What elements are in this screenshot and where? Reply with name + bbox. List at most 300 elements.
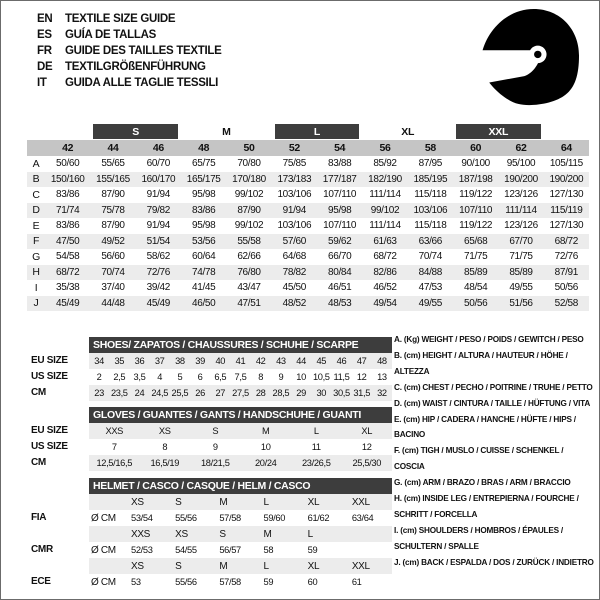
shoes-value: 24,5 xyxy=(151,388,169,398)
shoes-value: 30,5 xyxy=(333,388,350,398)
measurement-value: 75/78 xyxy=(101,204,125,216)
measurement-value: 49/55 xyxy=(418,297,442,309)
language-row xyxy=(37,11,222,27)
helmet-value: 59/60 xyxy=(263,513,286,523)
measurement-value: 70/74 xyxy=(418,251,442,263)
measurement-value: 119/122 xyxy=(459,189,493,201)
helmet-values-fia xyxy=(89,510,392,526)
measurement-value: 48/54 xyxy=(464,282,488,294)
shoes-title: SHOES/ ZAPATOS / CHAUSSURES / SCHUHE / SCARPE xyxy=(89,337,392,353)
gloves-value: XS xyxy=(158,426,171,436)
measurement-value: 87/95 xyxy=(418,158,442,170)
measurement-value: 123/126 xyxy=(504,189,538,201)
gloves-value: L xyxy=(313,426,319,436)
measurement-value: 103/106 xyxy=(277,220,312,232)
shoes-value: 26 xyxy=(195,388,205,398)
measurement-value: 107/110 xyxy=(323,220,357,232)
measurement-value: 37/40 xyxy=(101,282,125,294)
helmet-size-label: M xyxy=(219,560,228,572)
helmet-size-label: XXL xyxy=(351,496,370,508)
size-group-label-s: S xyxy=(93,124,178,139)
gloves-value: 18/21,5 xyxy=(200,458,230,468)
gloves-row-label: CM xyxy=(31,457,46,468)
gloves-value: M xyxy=(262,426,270,436)
gloves-row-cm xyxy=(89,455,392,471)
gloves-value: 8 xyxy=(162,442,168,452)
measurement-value: 99/102 xyxy=(234,220,264,232)
measurement-value: 46/51 xyxy=(328,282,352,294)
gloves-value: S xyxy=(212,426,219,436)
measurement-value: 76/80 xyxy=(237,266,261,278)
helmet-values-ece xyxy=(89,574,392,590)
shoes-value: 32 xyxy=(377,388,387,398)
helmet-size-label: XS xyxy=(131,496,144,508)
measurement-value: 74/78 xyxy=(192,266,216,278)
helmet-value: 61/62 xyxy=(307,513,330,523)
measurement-value: 91/94 xyxy=(146,189,170,201)
language-code: ES xyxy=(37,29,52,41)
shoes-value: 6 xyxy=(197,372,203,382)
size-group-label-m: M xyxy=(222,125,231,138)
helmet-size-header-fia xyxy=(89,494,392,510)
legend-item: F. (cm) TIGH / MUSLO / CUISSE / SCHENKEL / COSCIA xyxy=(394,446,564,472)
measurement-value: 83/86 xyxy=(192,204,216,216)
size-value: 54 xyxy=(334,142,346,154)
legend-item: C. (cm) CHEST / PECHO / POITRINE / TRUHE / PETTO xyxy=(394,382,593,392)
measurement-value: 182/190 xyxy=(368,173,402,185)
language-title-block xyxy=(37,11,222,91)
size-value: 50 xyxy=(243,142,255,154)
diameter-unit-label: Ø CM xyxy=(91,576,116,588)
measurement-value: 47/51 xyxy=(237,297,261,309)
helmet-size-label: L xyxy=(263,496,269,508)
gloves-grid xyxy=(89,407,392,471)
shoes-value: 44 xyxy=(296,356,306,366)
gloves-value: XL xyxy=(361,426,373,436)
shoes-value: 30 xyxy=(316,388,327,398)
language-code: IT xyxy=(37,77,47,89)
shoes-row-label: US SIZE xyxy=(31,371,68,382)
helmet-value: 57/58 xyxy=(219,577,241,587)
measurement-value: 70/74 xyxy=(101,266,125,278)
shoes-value: 39 xyxy=(195,356,205,366)
measurement-value: 47/50 xyxy=(56,235,80,247)
helmet-values-cmr xyxy=(89,542,392,558)
measurement-value: 51/54 xyxy=(146,235,170,247)
helmet-grid xyxy=(89,478,392,590)
measurement-value: 71/75 xyxy=(509,251,533,263)
measurement-value: 48/53 xyxy=(328,297,352,309)
measurement-value: 80/84 xyxy=(328,266,352,278)
helmet-value: 58 xyxy=(263,545,274,555)
measurement-value: 39/42 xyxy=(146,282,170,294)
measurement-row-b xyxy=(27,172,589,188)
gloves-value: 12 xyxy=(361,442,372,452)
measurement-value: 53/56 xyxy=(192,235,216,247)
gloves-row-us-size xyxy=(89,439,392,455)
measurement-value: 68/72 xyxy=(56,266,80,278)
gloves-value: 11 xyxy=(311,442,321,452)
shoes-row-eu-size xyxy=(89,353,392,369)
measurement-value: 95/98 xyxy=(192,220,216,232)
measurement-value: 57/60 xyxy=(282,235,306,247)
measurement-value: 35/38 xyxy=(56,282,80,294)
measurement-value: 62/66 xyxy=(237,251,261,263)
measurement-value: 43/47 xyxy=(237,282,261,294)
size-group-label-xl: XL xyxy=(401,125,415,138)
language-row xyxy=(37,43,222,59)
gloves-row-eu-size xyxy=(89,423,392,439)
measurement-value: 95/98 xyxy=(328,204,352,216)
shoes-value: 46 xyxy=(336,356,347,366)
measurement-value: 103/106 xyxy=(413,204,448,216)
measurement-value: 60/70 xyxy=(146,158,170,170)
shoes-value: 10 xyxy=(296,372,306,382)
measurement-value: 115/118 xyxy=(414,189,447,201)
measurement-value: 87/90 xyxy=(101,220,125,232)
measurement-value: 170/180 xyxy=(232,173,266,185)
row-key: B xyxy=(32,173,40,186)
gloves-row-label: EU SIZE xyxy=(31,425,68,436)
helmet-size-header-ece xyxy=(89,558,392,574)
measurement-value: 173/183 xyxy=(277,173,312,185)
measurement-row-i xyxy=(27,280,589,296)
shoes-value: 23,5 xyxy=(110,388,128,398)
measurement-value: 150/160 xyxy=(50,173,85,185)
guide-title: GUÍA DE TALLAS xyxy=(65,29,156,41)
gloves-value: 20/24 xyxy=(254,458,277,468)
helmet-size-label: XS xyxy=(175,528,188,540)
measurement-value: 71/75 xyxy=(464,251,488,263)
shoes-value: 40 xyxy=(215,356,226,366)
shoes-value: 2 xyxy=(96,372,102,382)
shoes-row-label: CM xyxy=(31,387,46,398)
legend-item: H. (cm) INSIDE LEG / ENTREPIERNA / FOURCHE / SCHRITT / FORCELLA xyxy=(394,494,579,519)
size-value: 48 xyxy=(198,142,210,154)
language-code: FR xyxy=(37,45,52,57)
measurement-value: 115/118 xyxy=(414,220,447,232)
shoes-value: 13 xyxy=(377,372,387,382)
legend-item: D. (cm) WAIST / CINTURA / TAILLE / HÜFTUNG / VITA xyxy=(394,398,591,408)
measurement-value: 111/114 xyxy=(505,204,537,216)
shoes-grid xyxy=(89,337,392,401)
helmet-standard-label: ECE xyxy=(31,576,51,587)
helmet-value: 54/55 xyxy=(175,545,197,555)
shoes-value: 47 xyxy=(356,356,367,366)
row-key: A xyxy=(32,157,40,170)
measurement-value: 65/75 xyxy=(192,158,216,170)
shoes-value: 7,5 xyxy=(234,372,247,382)
measurement-value: 56/60 xyxy=(101,251,125,263)
helmet-title: HELMET / CASCO / CASQUE / HELM / CASCO xyxy=(89,478,392,494)
shoes-value: 28,5 xyxy=(272,388,290,398)
language-code: EN xyxy=(37,13,53,25)
measurement-row-h xyxy=(27,265,589,281)
size-value: 46 xyxy=(152,142,164,154)
measurement-row-f xyxy=(27,234,589,250)
row-key: F xyxy=(32,235,40,248)
shoes-value: 10,5 xyxy=(312,372,330,382)
measurement-value: 51/56 xyxy=(509,297,533,309)
measurement-value: 63/66 xyxy=(418,235,442,247)
shoes-value: 2,5 xyxy=(113,372,126,382)
measurement-value: 95/98 xyxy=(192,189,216,201)
measurement-value: 99/102 xyxy=(370,204,400,216)
measurement-value: 41/45 xyxy=(192,282,216,294)
measurement-value: 127/130 xyxy=(549,189,584,201)
measurement-value: 55/58 xyxy=(237,235,261,247)
helmet-value: 59 xyxy=(263,577,274,587)
helmet-value: 53/54 xyxy=(131,513,153,523)
measurement-value: 111/114 xyxy=(369,220,401,232)
measurement-row-j xyxy=(27,296,589,312)
gloves-value: 7 xyxy=(111,442,117,452)
helmet-value: 53 xyxy=(131,577,141,587)
measurement-row-c xyxy=(27,187,589,203)
gloves-row-label: US SIZE xyxy=(31,441,68,452)
measurement-value: 185/195 xyxy=(413,173,448,185)
shoes-value: 34 xyxy=(94,356,104,366)
measurement-row-d xyxy=(27,203,589,219)
row-key: G xyxy=(32,250,40,263)
measurement-value: 47/53 xyxy=(418,282,442,294)
measurement-value: 111/114 xyxy=(369,189,401,201)
shoes-value: 3,5 xyxy=(133,372,146,382)
row-key: J xyxy=(33,297,39,310)
helmet-value: 52/53 xyxy=(131,545,153,555)
measurement-value: 83/86 xyxy=(56,189,80,201)
language-row xyxy=(37,27,222,43)
shoes-value: 28 xyxy=(255,388,266,398)
shoes-value: 29 xyxy=(296,388,306,398)
measurement-value: 50/56 xyxy=(554,282,578,294)
measurement-row-g xyxy=(27,249,589,265)
measurement-value: 49/52 xyxy=(101,235,125,247)
shoes-value: 31,5 xyxy=(353,388,371,398)
legend-item: J. (cm) BACK / ESPALDA / DOS / ZURÜCK / INDIETRO xyxy=(394,557,594,567)
helmet-size-label: XL xyxy=(307,560,320,572)
gloves-value: XXS xyxy=(105,426,124,436)
row-key: I xyxy=(34,281,38,294)
helmet-size-label: XL xyxy=(307,496,320,508)
measurement-legend xyxy=(394,332,594,571)
helmet-size-label: L xyxy=(263,560,269,572)
helmet-size-label: XXL xyxy=(351,560,370,572)
measurement-value: 84/88 xyxy=(418,266,442,278)
measurement-value: 187/198 xyxy=(458,173,493,185)
shoes-value: 48 xyxy=(377,356,387,366)
helmet-standard-label: FIA xyxy=(31,512,47,523)
shoes-value: 6,5 xyxy=(214,372,227,382)
measurement-value: 67/70 xyxy=(509,235,533,247)
measurement-value: 48/52 xyxy=(282,297,306,309)
legend-item: E. (cm) HIP / CADERA / HANCHE / HÜFTE / HIPS / BACINO xyxy=(394,414,576,440)
measurement-value: 99/102 xyxy=(234,189,264,201)
measurement-value: 55/65 xyxy=(101,158,125,170)
measurement-value: 49/54 xyxy=(373,297,397,309)
measurement-value: 85/89 xyxy=(464,266,488,278)
language-code: DE xyxy=(37,61,53,73)
shoes-value: 45 xyxy=(316,356,327,366)
row-key: H xyxy=(32,266,40,279)
shoes-value: 4 xyxy=(157,372,163,382)
measurement-value: 91/94 xyxy=(146,220,170,232)
size-value: 58 xyxy=(424,142,436,154)
size-value: 56 xyxy=(379,142,391,154)
helmet-standard-label: CMR xyxy=(31,544,53,555)
shoes-value: 37 xyxy=(154,356,165,366)
guide-title: GUIDA ALLE TAGLIE TESSILI xyxy=(65,77,219,89)
measurement-value: 119/122 xyxy=(459,220,493,232)
measurement-value: 64/68 xyxy=(282,251,306,263)
shoes-value: 35 xyxy=(114,356,125,366)
measurement-value: 68/72 xyxy=(554,235,578,247)
row-key: C xyxy=(32,188,40,201)
measurement-value: 52/58 xyxy=(554,297,578,309)
guide-title: GUIDE DES TAILLES TEXTILE xyxy=(65,45,222,57)
helmet-size-label: S xyxy=(175,560,182,572)
size-value: 42 xyxy=(62,142,74,154)
measurement-value: 90/100 xyxy=(461,158,490,170)
gloves-title: GLOVES / GUANTES / GANTS / HANDSCHUHE / GUANTI xyxy=(89,407,392,423)
helmet-size-header-cmr xyxy=(89,526,392,542)
helmet-value: 61 xyxy=(351,577,362,587)
measurement-value: 79/82 xyxy=(146,204,170,216)
guide-title: TEXTILE SIZE GUIDE xyxy=(65,13,176,25)
shoes-value: 43 xyxy=(276,356,286,366)
measurement-value: 107/110 xyxy=(323,189,357,201)
measurement-value: 49/55 xyxy=(509,282,533,294)
measurement-value: 68/72 xyxy=(373,251,397,263)
gloves-value: 16,5/19 xyxy=(150,458,180,468)
measurement-value: 45/50 xyxy=(282,282,306,294)
measurement-row-a xyxy=(27,156,589,172)
shoes-row-us-size xyxy=(89,369,392,385)
measurement-value: 44/48 xyxy=(101,297,125,309)
size-group-label-xxl: XXL xyxy=(456,124,541,139)
legend-item: B. (cm) HEIGHT / ALTURA / HAUTEUR / HÖHE / ALTEZZA xyxy=(394,350,568,376)
measurement-value: 59/62 xyxy=(328,235,352,247)
numeric-size-row xyxy=(27,140,589,156)
size-group-header-row xyxy=(27,123,589,140)
diameter-unit-label: Ø CM xyxy=(91,512,116,524)
measurement-value: 60/64 xyxy=(192,251,216,263)
measurement-value: 95/100 xyxy=(506,158,536,170)
measurement-value: 46/52 xyxy=(373,282,397,294)
row-key: E xyxy=(32,219,40,232)
measurement-value: 58/62 xyxy=(146,251,170,263)
shoes-value: 41 xyxy=(235,356,246,366)
gloves-value: 25,5/30 xyxy=(352,458,382,468)
shoes-value: 25,5 xyxy=(171,388,189,398)
measurement-value: 66/70 xyxy=(328,251,352,263)
measurement-value: 91/94 xyxy=(282,204,306,216)
measurement-value: 165/175 xyxy=(186,173,221,185)
textile-size-table xyxy=(27,123,589,311)
legend-item: G. (cm) ARM / BRAZO / BRAS / ARM / BRACCIO xyxy=(394,478,571,488)
measurement-value: 190/200 xyxy=(504,173,538,185)
measurement-value: 190/200 xyxy=(549,173,584,185)
shoes-row-cm xyxy=(89,385,392,401)
shoes-value: 9 xyxy=(278,372,284,382)
helmet-size-label: M xyxy=(263,528,272,540)
helmet-value: 55/56 xyxy=(175,577,197,587)
legend-item: I. (cm) SHOULDERS / HOMBROS / ÉPAULES / SCHULTERN / SPALLE xyxy=(394,525,564,551)
row-key: D xyxy=(32,204,40,217)
size-value: 64 xyxy=(560,142,572,154)
helmet-size-label: S xyxy=(175,496,182,508)
measurement-value: 85/89 xyxy=(509,266,533,278)
shoes-value: 11,5 xyxy=(333,372,350,382)
helmet-value: 60 xyxy=(307,577,318,587)
measurement-value: 82/86 xyxy=(373,266,397,278)
shoes-value: 23 xyxy=(94,388,104,398)
measurement-value: 72/76 xyxy=(554,251,578,263)
helmet-size-label: XXS xyxy=(131,528,150,540)
helmet-value: 55/56 xyxy=(175,513,197,523)
measurement-value: 123/126 xyxy=(504,220,538,232)
measurement-value: 71/74 xyxy=(56,204,80,216)
shoes-value: 27,5 xyxy=(232,388,249,398)
language-row xyxy=(37,75,222,91)
shoes-value: 24 xyxy=(134,388,145,398)
helmet-size-label: M xyxy=(219,496,228,508)
measurement-value: 61/63 xyxy=(373,235,397,247)
measurement-value: 72/76 xyxy=(146,266,170,278)
gloves-value: 9 xyxy=(212,442,218,452)
measurement-row-e xyxy=(27,218,589,234)
shoes-value: 12 xyxy=(356,372,367,382)
measurement-value: 87/90 xyxy=(237,204,261,216)
gloves-value: 23/26,5 xyxy=(301,458,331,468)
gloves-value: 10 xyxy=(260,442,271,452)
measurement-value: 65/68 xyxy=(464,235,488,247)
helmet-size-label: L xyxy=(307,528,313,540)
measurement-value: 83/88 xyxy=(328,158,352,170)
diameter-unit-label: Ø CM xyxy=(91,544,116,556)
helmet-value: 56/57 xyxy=(219,545,241,555)
language-row xyxy=(37,59,222,75)
measurement-value: 105/115 xyxy=(549,158,583,170)
measurement-value: 177/187 xyxy=(322,173,357,185)
gloves-value: 12,5/16,5 xyxy=(96,458,133,468)
measurement-value: 87/90 xyxy=(101,189,125,201)
shoes-value: 38 xyxy=(175,356,185,366)
measurement-value: 50/60 xyxy=(56,158,80,170)
size-value: 60 xyxy=(470,142,482,154)
measurement-value: 85/92 xyxy=(373,158,397,170)
measurement-value: 160/170 xyxy=(141,173,176,185)
shoes-value: 36 xyxy=(134,356,145,366)
measurement-value: 50/56 xyxy=(464,297,488,309)
measurement-value: 107/110 xyxy=(459,204,493,216)
helmet-value: 59 xyxy=(307,545,318,555)
guide-title: TEXTILGRÖßENFÜHRUNG xyxy=(65,61,206,73)
helmet-size-label: S xyxy=(219,528,226,540)
measurement-value: 83/86 xyxy=(56,220,80,232)
measurement-value: 75/85 xyxy=(282,158,306,170)
measurement-value: 45/49 xyxy=(146,297,170,309)
size-value: 52 xyxy=(288,142,300,154)
size-value: 44 xyxy=(107,142,119,154)
measurement-value: 87/91 xyxy=(554,266,578,278)
size-group-label-l: L xyxy=(275,124,360,139)
measurement-value: 70/80 xyxy=(237,158,261,170)
measurement-value: 78/82 xyxy=(282,266,306,278)
helmet-size-label: XS xyxy=(131,560,144,572)
measurement-value: 103/106 xyxy=(277,189,312,201)
legend-item: A. (Kg) WEIGHT / PESO / POIDS / GEWITCH / PESO xyxy=(394,335,584,344)
